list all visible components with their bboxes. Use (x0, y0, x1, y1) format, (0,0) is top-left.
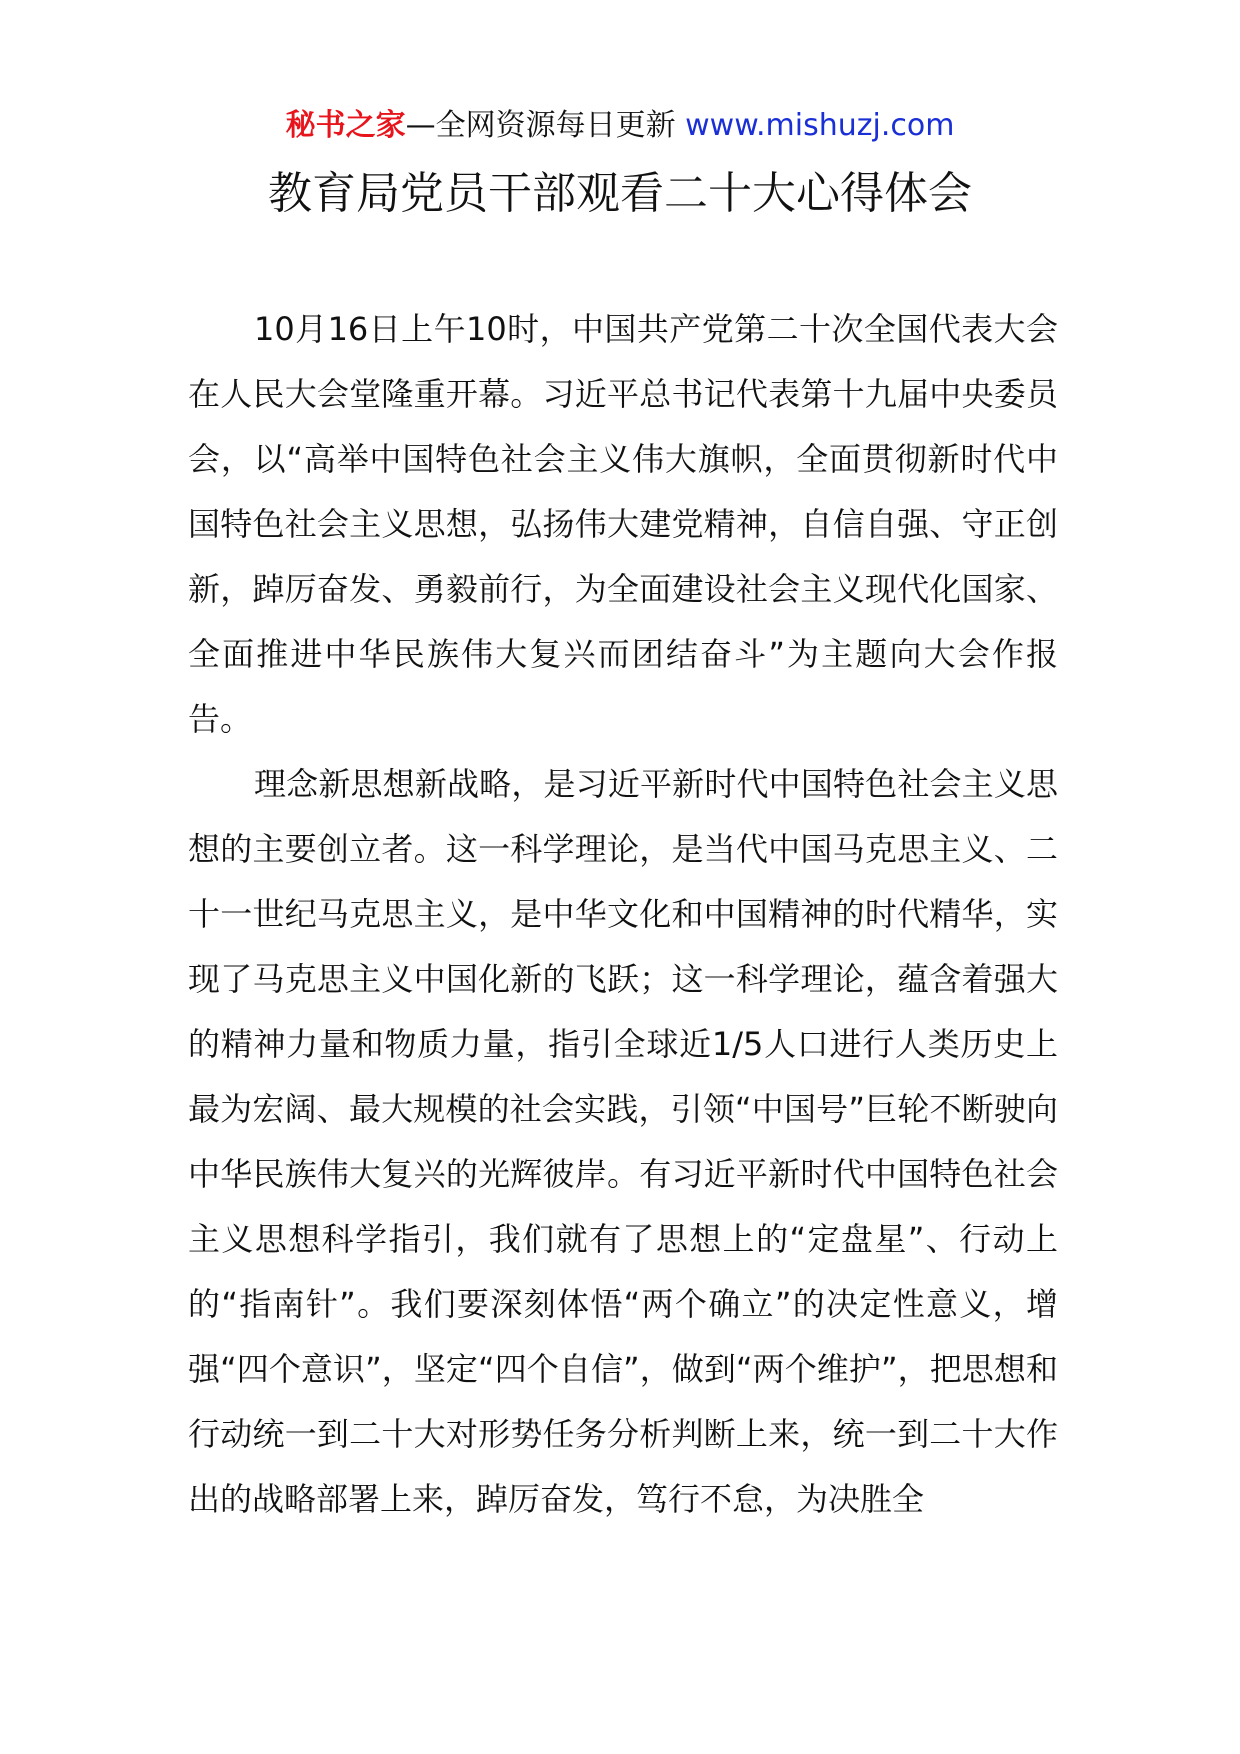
site-tagline: —全网资源每日更新 (405, 108, 686, 143)
paragraph-2: 理念新思想新战略，是习近平新时代中国特色社会主义思想的主要创立者。这一科学理论，是当代中国马克思主义、二十一世纪马克思主义，是中华文化和中国精神的时代精华，实现了马克思主义中国化新的飞跃；这一科学理论，蕴含着强大的精神力量和物质力量，指引全球近1/5人口进行人类历史上最为宏阔、最大规模的社会实践，引领“中国号”巨轮不断驶向中华民族伟大复兴的光辉彼岸。有习近平新时代中国特色社会主义思想科学指引，我们就有了思想上的“定盘星”、行动上的“指南针”。我们要深刻体悟“两个确立”的决定性意义，增强“四个意识”，坚定“四个自信”，做到“两个维护”，把思想和行动统一到二十大对形势任务分析判断上来，统一到二十大作出的战略部署上来，踔厉奋发，笃行不怠，为决胜全 (188, 765, 1058, 1518)
paragraph-1: 10月16日上午10时，中国共产党第二十次全国代表大会在人民大会堂隆重开幕。习近平总书记代表第十九届中央委员会，以“高举中国特色社会主义伟大旗帜，全面贯彻新时代中国特色社会主义思想，弘扬伟大建党精神，自信自强、守正创新，踔厉奋发、勇毅前行，为全面建设社会主义现代化国家、全面推进中华民族伟大复兴而团结奋斗”为主题向大会作报告。 (188, 310, 1058, 738)
site-url-link[interactable]: www.mishuzj.com (685, 108, 955, 143)
site-brand: 秘书之家 (285, 108, 406, 143)
site-header (0, 104, 1240, 148)
document-body (188, 297, 1058, 1532)
document-title: 教育局党员干部观看二十大心得体会 (268, 168, 972, 219)
